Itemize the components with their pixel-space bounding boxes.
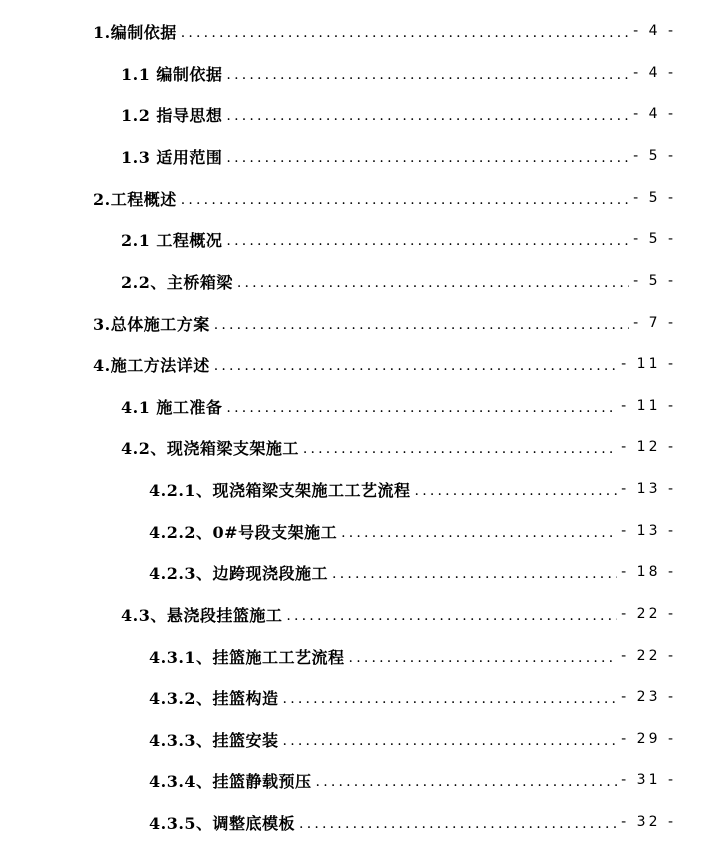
toc-entry[interactable] bbox=[0, 517, 676, 545]
toc-entry-page: - 12 - bbox=[621, 439, 676, 455]
dot-leader bbox=[316, 774, 618, 790]
toc-entry[interactable] bbox=[0, 683, 676, 711]
toc-entry-title: 4.3.5、调整底模板 bbox=[149, 813, 296, 833]
toc-entry-title: 4.2.3、边跨现浇段施工 bbox=[149, 563, 329, 583]
toc-entry-title: 1.2 指导思想 bbox=[121, 105, 223, 125]
toc-entry-title: 4.2、现浇箱梁支架施工 bbox=[121, 438, 299, 458]
toc-entry[interactable] bbox=[0, 309, 676, 337]
toc-entry-title: 1.1 编制依据 bbox=[121, 64, 223, 84]
dot-leader bbox=[299, 816, 617, 832]
dot-leader bbox=[283, 733, 618, 749]
toc-entry[interactable] bbox=[0, 100, 676, 128]
toc-entry-page: - 5 - bbox=[633, 190, 676, 206]
toc-entry[interactable] bbox=[0, 725, 676, 753]
toc-entry[interactable] bbox=[0, 642, 676, 670]
toc-entry-title: 4.3.1、挂篮施工工艺流程 bbox=[149, 647, 345, 667]
toc-entry-page: - 4 - bbox=[633, 23, 676, 39]
toc-entry-page: - 7 - bbox=[633, 315, 676, 331]
toc-entry-page: - 22 - bbox=[621, 606, 676, 622]
toc-entry-title: 4.2.2、0#号段支架施工 bbox=[149, 522, 338, 542]
dot-leader bbox=[226, 150, 629, 166]
toc-entry-title: 4.3、悬浇段挂篮施工 bbox=[121, 605, 283, 625]
toc-entry[interactable] bbox=[0, 184, 676, 212]
toc-entry-page: - 18 - bbox=[621, 564, 676, 580]
toc-entry-page: - 5 - bbox=[633, 148, 676, 164]
toc-entry-page: - 5 - bbox=[633, 231, 676, 247]
toc-entry-title: 2.1 工程概况 bbox=[121, 230, 223, 250]
toc-entry-page: - 4 - bbox=[633, 106, 676, 122]
toc-entry-title: 4.施工方法详述 bbox=[93, 355, 210, 375]
toc-entry[interactable] bbox=[0, 350, 676, 378]
dot-leader bbox=[226, 400, 617, 416]
toc-entry-title: 3.总体施工方案 bbox=[93, 314, 210, 334]
toc-entry-title: 2.工程概述 bbox=[93, 189, 177, 209]
toc-entry-title: 4.2.1、现浇箱梁支架施工工艺流程 bbox=[149, 480, 411, 500]
toc-entry-page: - 4 - bbox=[633, 65, 676, 81]
toc-entry-page: - 22 - bbox=[621, 648, 676, 664]
dot-leader bbox=[283, 691, 618, 707]
toc-entry[interactable] bbox=[0, 267, 676, 295]
dot-leader bbox=[349, 650, 618, 666]
toc-entry-title: 4.3.2、挂篮构造 bbox=[149, 688, 279, 708]
dot-leader bbox=[226, 67, 629, 83]
toc-entry-page: - 23 - bbox=[621, 689, 676, 705]
dot-leader bbox=[214, 317, 629, 333]
dot-leader bbox=[415, 483, 618, 499]
toc-entry-page: - 13 - bbox=[621, 523, 676, 539]
dot-leader bbox=[226, 108, 629, 124]
toc-entry-page: - 5 - bbox=[633, 273, 676, 289]
toc-entry-page: - 32 - bbox=[621, 814, 676, 830]
dot-leader bbox=[226, 233, 629, 249]
dot-leader bbox=[332, 566, 617, 582]
toc-entry-page: - 11 - bbox=[621, 398, 676, 414]
toc-entry[interactable] bbox=[0, 600, 676, 628]
toc-entry-title: 4.1 施工准备 bbox=[121, 397, 223, 417]
dot-leader bbox=[214, 358, 617, 374]
dot-leader bbox=[181, 192, 629, 208]
toc-entry-title: 4.3.4、挂篮静载预压 bbox=[149, 771, 312, 791]
toc-entry[interactable] bbox=[0, 433, 676, 461]
toc-entry-page: - 29 - bbox=[621, 731, 676, 747]
toc-entry[interactable] bbox=[0, 59, 676, 87]
toc-entry[interactable] bbox=[0, 142, 676, 170]
toc-entry[interactable] bbox=[0, 392, 676, 420]
toc-entry-page: - 31 - bbox=[621, 772, 676, 788]
dot-leader bbox=[237, 275, 629, 291]
dot-leader bbox=[286, 608, 617, 624]
toc-entry[interactable] bbox=[0, 225, 676, 253]
toc-entry[interactable] bbox=[0, 17, 676, 45]
toc-entry-title: 1.编制依据 bbox=[93, 22, 177, 42]
toc-entry[interactable] bbox=[0, 558, 676, 586]
dot-leader bbox=[181, 25, 629, 41]
toc-entry-title: 2.2、主桥箱梁 bbox=[121, 272, 233, 292]
toc-entry[interactable] bbox=[0, 766, 676, 794]
toc-entry[interactable] bbox=[0, 475, 676, 503]
toc-entry-page: - 13 - bbox=[621, 481, 676, 497]
toc-entry-page: - 11 - bbox=[621, 356, 676, 372]
toc-entry-title: 4.3.3、挂篮安装 bbox=[149, 730, 279, 750]
toc-entry-title: 1.3 适用范围 bbox=[121, 147, 223, 167]
toc-entry[interactable] bbox=[0, 808, 676, 836]
dot-leader bbox=[341, 525, 617, 541]
dot-leader bbox=[303, 441, 617, 457]
